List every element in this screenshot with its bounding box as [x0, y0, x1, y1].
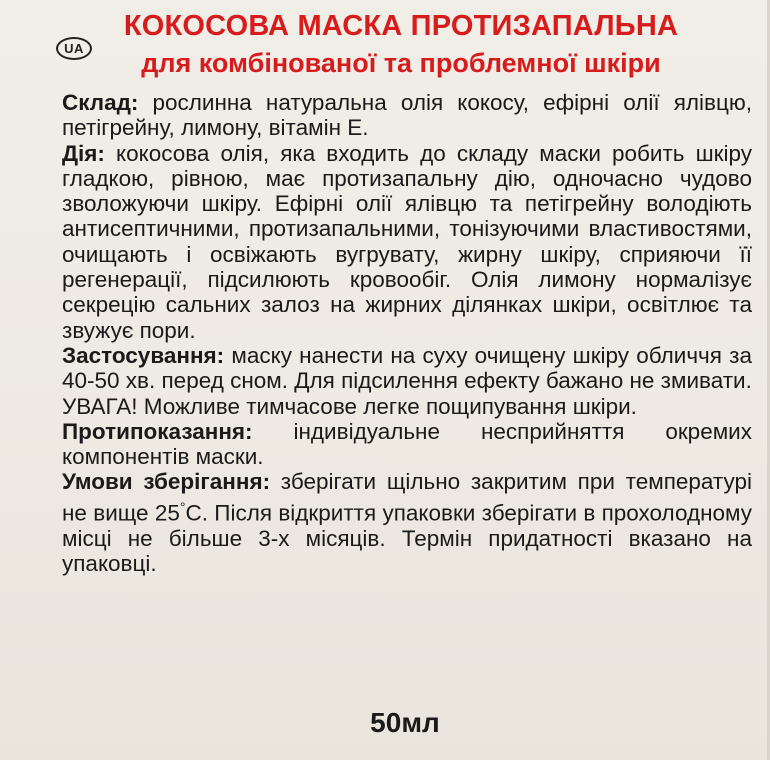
contraindications-text: індивідуальне несприйняття окремих компонентів маски. — [62, 418, 752, 470]
action-paragraph — [62, 141, 752, 343]
action-text: кокосова олія, яка входить до складу маски робить шкіру гладкою, рівною, має протизапальну дію, одночасно чудово зволожуючи шкіру. Ефірні олії ялівцю та петігрейну володіють антисептичними, протизапальними, тонізуючими властивостями, очищають і освіжають вугрувату, жирну шкіру, сприяючи її регенерації, підсилюють кровообіг. Олія лимону нормалізує секрецію сальних залоз на жирних ділянках шкіри, освітлює та звужує пори. — [62, 140, 752, 343]
storage-text-after: С. Після відкриття упаковки зберігати в прохолодному місці не більше 3-х місяців. Термін придатності вказано на упаковці. — [62, 500, 752, 576]
usage-text: маску нанести на суху очищену шкіру обличчя за 40-50 хв. перед сном. Для підсилення ефекту бажано не змивати. — [62, 342, 752, 394]
composition-paragraph — [62, 90, 752, 141]
storage-text-before: зберігати щільно закритим при температурі не вище 25 — [62, 469, 752, 526]
label-body — [62, 90, 752, 576]
storage-heading: Умови зберігання: — [62, 469, 271, 495]
composition-text: рослинна натуральна олія кокосу, ефірні олії ялівцю, петігрейну, лимону, вітамін Е. — [62, 90, 752, 141]
contraindications-paragraph — [62, 419, 752, 470]
warning-paragraph — [62, 394, 752, 419]
composition-heading: Склад: — [62, 90, 139, 115]
warning-text: УВАГА! Можливе тимчасове легке пощипування шкіри. — [62, 393, 637, 419]
ua-language-badge: UA — [56, 37, 92, 60]
product-subtitle: для комбінованої та проблемної шкіри — [141, 48, 661, 78]
volume-label: 50мл — [370, 707, 440, 738]
usage-heading: Застосування: — [62, 342, 225, 368]
product-title: КОКОСОВА МАСКА ПРОТИЗАПАЛЬНА — [123, 10, 679, 42]
action-heading: Дія: — [62, 140, 105, 166]
degree-symbol: ° — [179, 498, 186, 515]
usage-paragraph — [62, 343, 752, 394]
contraindications-heading: Протипоказання: — [62, 418, 253, 444]
storage-paragraph — [62, 469, 752, 576]
